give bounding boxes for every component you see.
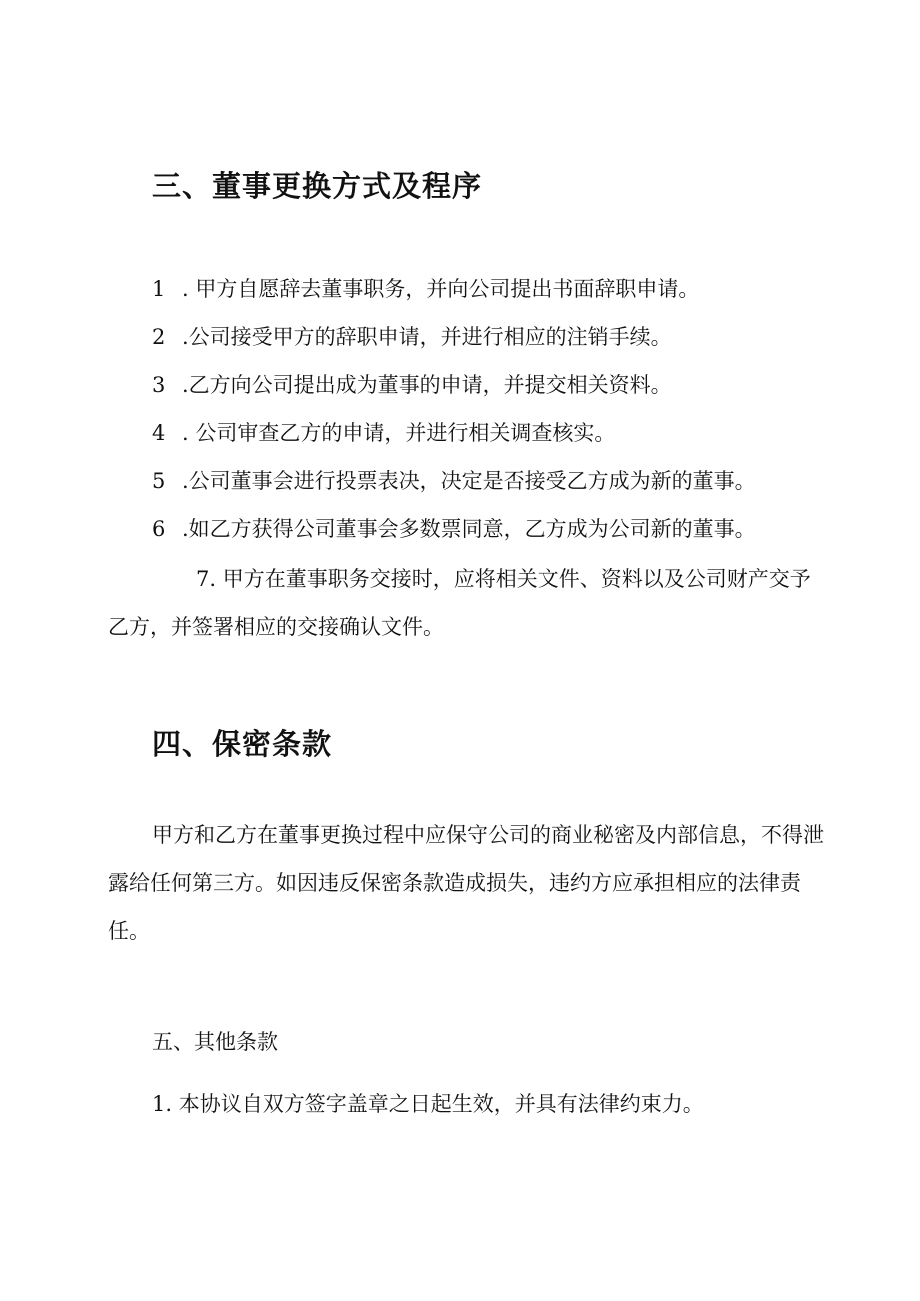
item-number: 5 — [152, 469, 166, 493]
item-text: . 甲方自愿辞去董事职务，并向公司提出书面辞职申请。 — [182, 277, 700, 301]
section-5-heading: 五、其他条款 — [152, 1030, 278, 1054]
section-4-heading: 四、保密条款 — [152, 727, 333, 761]
item-text: . 公司审查乙方的申请，并进行相关调查核实。 — [182, 421, 616, 445]
item-number: 2 — [152, 325, 166, 349]
section-3-heading: 三、董事更换方式及程序 — [152, 169, 483, 203]
item-number: 1 — [152, 277, 166, 301]
item-text: .如乙方获得公司董事会多数票同意，乙方成为公司新的董事。 — [182, 517, 756, 541]
section-3-item-1 — [152, 265, 699, 313]
section-3-item-7 — [108, 555, 828, 651]
section-3-item-3 — [152, 361, 672, 409]
section-4-body: 甲方和乙方在董事更换过程中应保守公司的商业秘密及内部信息，不得泄露给任何第三方。如因违反保密条款造成损失，违约方应承担相应的法律责任。 — [108, 823, 824, 943]
section-3-item-2 — [152, 313, 672, 361]
section-5-item-1: 1. 本协议自双方签字盖章之日起生效，并具有法律约束力。 — [152, 1092, 704, 1116]
item-number: 7 — [196, 567, 210, 591]
item-text: .乙方向公司提出成为董事的申请，并提交相关资料。 — [182, 373, 672, 397]
section-3-item-5 — [152, 457, 756, 505]
item-number: 4 — [152, 421, 166, 445]
section-3-item-4 — [152, 409, 615, 457]
item-text: .公司董事会进行投票表决，决定是否接受乙方成为新的董事。 — [182, 469, 756, 493]
item-text: .公司接受甲方的辞职申请，并进行相应的注销手续。 — [182, 325, 672, 349]
item-number: 3 — [152, 373, 166, 397]
item-number: 6 — [152, 517, 166, 541]
section-3-item-6 — [152, 505, 756, 553]
item-text: . 甲方在董事职务交接时，应将相关文件、资料以及公司财产交予乙方，并签署相应的交接确认文件。 — [108, 567, 811, 639]
